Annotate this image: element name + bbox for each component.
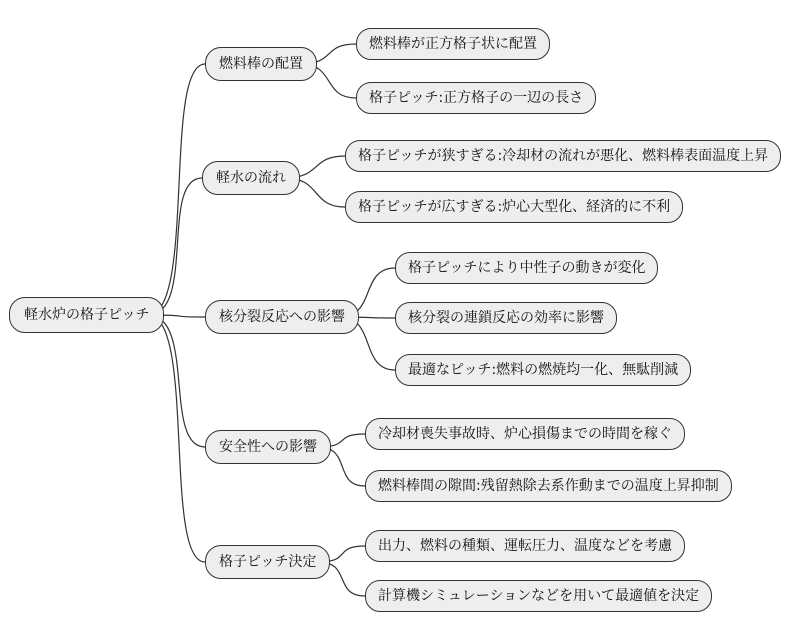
leaf-node-square-lattice: 燃料棒が正方格子状に配置 <box>356 28 550 60</box>
leaf-node-computer-simulation: 計算機シミュレーションなどを用いて最適値を決定 <box>365 580 712 612</box>
leaf-node-design-considerations: 出力、燃料の種類、運転圧力、温度などを考慮 <box>365 530 685 562</box>
branch-node-fuel-rod-layout: 燃料棒の配置 <box>205 47 317 81</box>
branch-node-safety-impact: 安全性への影響 <box>205 430 331 464</box>
branch-node-fission-impact: 核分裂反応への影響 <box>205 300 359 334</box>
leaf-node-rod-gap-heat-removal: 燃料棒間の隙間:残留熱除去系作動までの温度上昇抑制 <box>365 470 732 502</box>
branch-node-water-flow: 軽水の流れ <box>202 161 300 195</box>
branch-node-pitch-determination: 格子ピッチ決定 <box>205 545 330 579</box>
leaf-node-pitch-too-narrow: 格子ピッチが狭すぎる:冷却材の流れが悪化、燃料棒表面温度上昇 <box>345 140 781 172</box>
leaf-node-pitch-too-wide: 格子ピッチが広すぎる:炉心大型化、経済的に不利 <box>345 191 683 223</box>
leaf-node-optimal-pitch: 最適なピッチ:燃料の燃焼均一化、無駄削減 <box>395 354 691 386</box>
root-node-lattice-pitch: 軽水炉の格子ピッチ <box>9 297 164 333</box>
edge-root-branch5 <box>148 315 205 562</box>
edge-root-branch4 <box>148 315 205 447</box>
leaf-node-loca-time: 冷却材喪失事故時、炉心損傷までの時間を稼ぐ <box>365 418 685 450</box>
leaf-node-neutron-movement: 格子ピッチにより中性子の動きが変化 <box>395 252 658 284</box>
edge-root-branch1 <box>148 64 205 315</box>
leaf-node-pitch-definition: 格子ピッチ:正方格子の一辺の長さ <box>356 82 596 114</box>
leaf-node-chain-reaction-efficiency: 核分裂の連鎖反応の効率に影響 <box>395 302 617 334</box>
